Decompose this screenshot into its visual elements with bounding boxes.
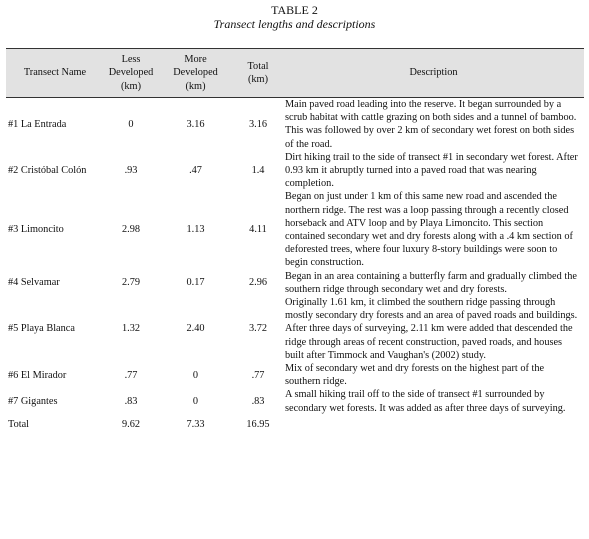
total-more-developed: 7.33 [186,419,205,431]
more-developed-value: 0 [192,396,199,408]
total-value: 1.4 [251,165,265,177]
table-header [6,49,584,98]
header-total-line-2: (km) [247,74,268,85]
less-developed-value: .93 [124,165,138,177]
table-row [6,362,584,388]
table-caption: Transect lengths and descriptions [213,17,376,31]
more-developed-value: 3.16 [186,118,205,130]
table-row [6,190,584,269]
header-more-line-1: More [184,54,207,66]
table-row [6,151,584,191]
more-developed-value: 0.17 [186,277,205,289]
table-row [6,388,584,414]
header-transect-name [6,49,104,98]
header-more-line-2: Developed [173,67,218,79]
table-row [6,98,584,151]
transect-name: #4 Selvamar [8,277,60,289]
less-developed-value: 2.98 [121,224,141,236]
less-developed-value: .83 [124,396,138,408]
header-less-line-2: Developed [108,67,154,79]
more-developed-value: 2.40 [186,323,205,335]
header-description-text: Description [409,67,458,79]
more-developed-value: .47 [189,165,202,177]
less-developed-value: 1.32 [121,323,141,335]
total-value: 4.11 [249,224,267,236]
total-description [283,415,584,432]
transect-name: #5 Playa Blanca [8,323,75,335]
total-value: .83 [251,396,265,408]
header-total [233,49,283,98]
table-row [6,296,584,362]
more-developed-value: 1.13 [186,224,205,236]
transect-name: #1 La Entrada [8,118,67,130]
transect-description: Began on just under 1 km of this same new road and ascended the northern ridge. The rest was a loop passing through a recently closed horseback and ATV loop and by Playa Limoncito. This section contained secondary wet and dry forests along with a .4 km section of deforested trees, where four luxury 8-story buildings were soon to begin construction. [285,191,573,269]
total-label: Total [8,419,30,431]
transect-description: Mix of secondary wet and dry forests on the highest part of the southern ridge. [285,363,545,388]
transect-name: #2 Cristóbal Colón [8,165,87,177]
header-total-line-1: Total [247,60,269,72]
less-developed-value: .77 [124,369,138,381]
transect-description: Originally 1.61 km, it climbed the southern ridge passing through mostly secondary dry forests and an area of paved roads and buildings. After three days of surveying, 2.11 km were added that descended the ridge through areas of recent construction, paved roads, and houses built after Timmock and Vaughan's (2002) study. [285,297,578,361]
total-value: .77 [251,369,265,381]
less-developed-value: 2.79 [121,277,141,289]
header-transect-name-text: Transect Name [23,67,87,79]
header-row [6,49,584,98]
table-row [6,270,584,296]
transect-name: #3 Limoncito [8,224,64,236]
total-value: 2.96 [248,277,268,289]
transect-description: Dirt hiking trail to the side of transect #1 in secondary wet forest. After 0.93 km it abruptly turned into a paved road that was nearing completion. [285,151,578,190]
table-number: TABLE 2 [271,3,318,17]
header-more-developed [158,49,233,98]
header-less-line-1: Less [121,54,141,66]
more-developed-value: 0 [192,369,199,381]
total-length: 16.95 [246,419,270,431]
total-value: 3.72 [248,323,268,335]
total-row [6,415,584,432]
total-value: 3.16 [248,118,268,130]
less-developed-value: 0 [128,118,134,130]
transect-name: #6 El Mirador [8,369,67,381]
transect-description: Main paved road leading into the reserve. It began surrounded by a scrub habitat with cattle grazing on both sides and a tunnel of bamboo. This was followed by over 2 km of secondary wet forest on both sides of the road. [285,99,577,150]
header-less-developed [104,49,158,98]
transect-description: A small hiking trail off to the side of transect #1 surrounded by secondary wet forests. It was added as after three days of surveying. [285,389,566,414]
header-less-line-3: (km) [120,80,141,92]
header-description [283,49,584,98]
header-more-line-3: (km) [185,80,206,92]
transect-name: #7 Gigantes [8,396,58,408]
transect-table [6,48,584,432]
transect-description: Began in an area containing a butterfly farm and gradually climbed the southern ridge through secondary wet and dry forests. [285,270,577,295]
total-less-developed: 9.62 [121,419,141,431]
table-body [6,98,584,432]
